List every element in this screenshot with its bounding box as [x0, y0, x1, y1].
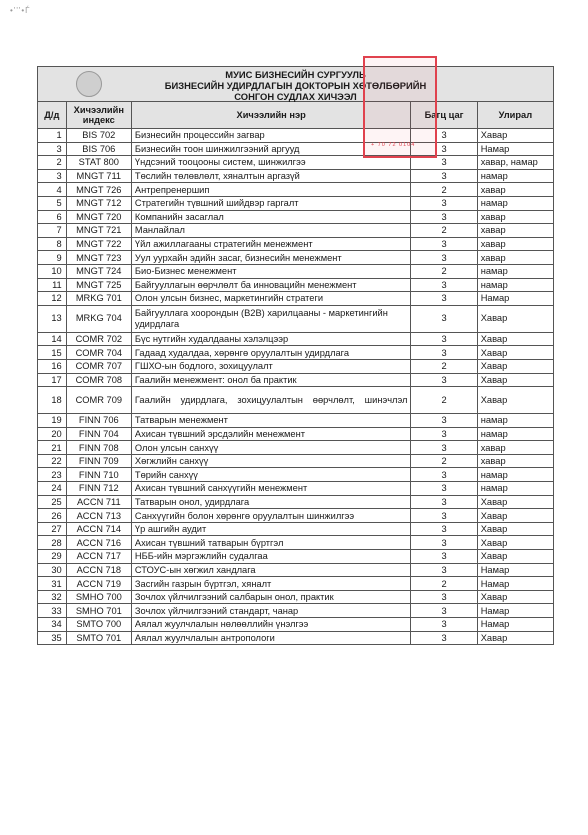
- row-season: хавар: [477, 251, 553, 265]
- header-season: Улирал: [477, 102, 553, 129]
- row-credit: 3: [411, 509, 477, 523]
- row-no: 24: [38, 482, 67, 496]
- row-credit: 3: [411, 618, 477, 632]
- row-credit: 3: [411, 495, 477, 509]
- row-season: Намар: [477, 577, 553, 591]
- row-name: Хөгжлийн санхүү: [131, 454, 411, 468]
- row-no: 22: [38, 454, 67, 468]
- row-season: Хавар: [477, 550, 553, 564]
- table-row: [38, 509, 554, 523]
- header-code: Хичээлийн индекс: [66, 102, 131, 129]
- row-name: Уул уурхайн эдийн засаг, бизнесийн менежмент: [131, 251, 411, 265]
- row-season: Намар: [477, 604, 553, 618]
- row-season: Намар: [477, 618, 553, 632]
- row-season: намар: [477, 414, 553, 428]
- table-row: [38, 387, 554, 414]
- row-code: ACCN 719: [66, 577, 131, 591]
- row-name: Санхүүгийн болон хөрөнгө оруулалтын шинжилгээ: [131, 509, 411, 523]
- row-no: 30: [38, 563, 67, 577]
- row-credit: 3: [411, 427, 477, 441]
- row-name: Төрийн санхүү: [131, 468, 411, 482]
- row-name: Олон улсын санхүү: [131, 441, 411, 455]
- row-season: хавар, намар: [477, 156, 553, 170]
- row-credit: 3: [411, 441, 477, 455]
- header-credit: Багц цаг: [411, 102, 477, 129]
- row-no: 32: [38, 590, 67, 604]
- row-credit: 3: [411, 631, 477, 645]
- row-credit: 2: [411, 224, 477, 238]
- row-credit: 3: [411, 414, 477, 428]
- table-row: [38, 332, 554, 346]
- row-name: Зочлох үйлчилгээний стандарт, чанар: [131, 604, 411, 618]
- row-no: 3: [38, 169, 67, 183]
- row-season: Хавар: [477, 387, 553, 414]
- row-code: BIS 706: [66, 142, 131, 156]
- row-name: Татварын менежмент: [131, 414, 411, 428]
- header-name: Хичээлийн нэр: [131, 102, 411, 129]
- row-name: Био-Бизнес менежмент: [131, 264, 411, 278]
- title-line-3: СОНГОН СУДЛАХ ХИЧЭЭЛ: [234, 91, 357, 102]
- row-credit: 3: [411, 142, 477, 156]
- row-name: Байгууллагын өөрчлөлт ба инновацийн менежмент: [131, 278, 411, 292]
- row-season: намар: [477, 264, 553, 278]
- row-season: Хавар: [477, 346, 553, 360]
- row-credit: 3: [411, 278, 477, 292]
- table-row: [38, 631, 554, 645]
- table-row: [38, 292, 554, 306]
- table-row: [38, 482, 554, 496]
- row-season: Хавар: [477, 495, 553, 509]
- row-credit: 3: [411, 468, 477, 482]
- row-name: Олон улсын бизнес, маркетингийн стратеги: [131, 292, 411, 306]
- row-credit: 3: [411, 373, 477, 387]
- row-name: Засгийн газрын бүртгэл, хяналт: [131, 577, 411, 591]
- title-line-1: МУИС БИЗНЕСИЙН СУРГУУЛЬ: [225, 69, 366, 80]
- row-no: 20: [38, 427, 67, 441]
- row-code: ACCN 718: [66, 563, 131, 577]
- table-row: [38, 183, 554, 197]
- course-sheet: [37, 66, 554, 645]
- row-name: Үйл ажиллагааны стратегийн менежмент: [131, 237, 411, 251]
- row-code: MNGT 721: [66, 224, 131, 238]
- row-name: Ахисан түвшний эрсдэлийн менежмент: [131, 427, 411, 441]
- red-stamp: [363, 56, 437, 158]
- table-row: [38, 129, 554, 143]
- row-no: 28: [38, 536, 67, 550]
- row-name: Манлайлал: [131, 224, 411, 238]
- row-no: 15: [38, 346, 67, 360]
- table-row: [38, 142, 554, 156]
- table-header-row: [38, 102, 554, 129]
- row-name: Гаалийн удирдлага, зохицуулалтын өөрчлөлт, шинэчлэл: [131, 387, 411, 414]
- row-credit: 3: [411, 305, 477, 332]
- row-code: COMR 709: [66, 387, 131, 414]
- row-name: Үндсэний тооцооны систем, шинжилгээ: [131, 156, 411, 170]
- table-row: [38, 604, 554, 618]
- row-no: 5: [38, 196, 67, 210]
- row-code: FINN 704: [66, 427, 131, 441]
- table-row: [38, 414, 554, 428]
- row-no: 33: [38, 604, 67, 618]
- table-row: [38, 196, 554, 210]
- row-credit: 3: [411, 169, 477, 183]
- row-no: 27: [38, 522, 67, 536]
- row-name: Гадаад худалдаа, хөрөнгө оруулалтын удирдлага: [131, 346, 411, 360]
- table-row: [38, 522, 554, 536]
- row-credit: 3: [411, 292, 477, 306]
- row-season: Хавар: [477, 509, 553, 523]
- row-name: Стратегийн түвшний шийдвэр гаргалт: [131, 196, 411, 210]
- row-season: Хавар: [477, 359, 553, 373]
- row-code: MNGT 725: [66, 278, 131, 292]
- row-credit: 3: [411, 251, 477, 265]
- row-no: 14: [38, 332, 67, 346]
- row-name: Аялал жуулчлалын антропологи: [131, 631, 411, 645]
- row-season: Хавар: [477, 305, 553, 332]
- row-code: MRKG 704: [66, 305, 131, 332]
- row-season: Хавар: [477, 129, 553, 143]
- row-season: намар: [477, 169, 553, 183]
- row-season: Хавар: [477, 332, 553, 346]
- table-row: [38, 618, 554, 632]
- row-code: COMR 707: [66, 359, 131, 373]
- table-row: [38, 427, 554, 441]
- row-code: ACCN 711: [66, 495, 131, 509]
- row-season: хавар: [477, 210, 553, 224]
- row-credit: 3: [411, 332, 477, 346]
- row-season: Намар: [477, 563, 553, 577]
- row-credit: 3: [411, 550, 477, 564]
- table-row: [38, 210, 554, 224]
- row-season: намар: [477, 468, 553, 482]
- table-row: [38, 156, 554, 170]
- title-block: [37, 66, 554, 101]
- row-code: FINN 706: [66, 414, 131, 428]
- table-row: [38, 373, 554, 387]
- row-name: ГШХО-ын бодлого, зохицуулалт: [131, 359, 411, 373]
- row-season: хавар: [477, 183, 553, 197]
- row-no: 1: [38, 129, 67, 143]
- row-code: FINN 712: [66, 482, 131, 496]
- row-no: 10: [38, 264, 67, 278]
- row-code: SMHO 700: [66, 590, 131, 604]
- row-code: MNGT 722: [66, 237, 131, 251]
- scan-corner-mark: •'''•Ѓ: [10, 6, 31, 15]
- course-table: [37, 101, 554, 645]
- row-no: 6: [38, 210, 67, 224]
- row-credit: 3: [411, 237, 477, 251]
- row-no: 19: [38, 414, 67, 428]
- row-no: 4: [38, 183, 67, 197]
- row-code: STAT 800: [66, 156, 131, 170]
- table-row: [38, 563, 554, 577]
- row-no: 21: [38, 441, 67, 455]
- table-row: [38, 305, 554, 332]
- row-code: COMR 704: [66, 346, 131, 360]
- row-credit: 3: [411, 129, 477, 143]
- row-code: ACCN 716: [66, 536, 131, 550]
- table-row: [38, 468, 554, 482]
- table-row: [38, 346, 554, 360]
- row-name: НББ-ийн мэргэжлийн судалгаа: [131, 550, 411, 564]
- row-credit: 3: [411, 196, 477, 210]
- table-row: [38, 251, 554, 265]
- table-row: [38, 550, 554, 564]
- row-season: намар: [477, 482, 553, 496]
- row-code: SMTO 700: [66, 618, 131, 632]
- row-name: Бизнесийн тоон шинжилгээний аргууд: [131, 142, 411, 156]
- row-code: MRKG 701: [66, 292, 131, 306]
- row-name: Антрепренершип: [131, 183, 411, 197]
- row-code: MNGT 712: [66, 196, 131, 210]
- row-season: намар: [477, 278, 553, 292]
- row-code: COMR 708: [66, 373, 131, 387]
- row-no: 12: [38, 292, 67, 306]
- row-code: MNGT 726: [66, 183, 131, 197]
- row-no: 16: [38, 359, 67, 373]
- row-name: Гаалийн менежмент: онол ба практик: [131, 373, 411, 387]
- row-name: Татварын онол, удирдлага: [131, 495, 411, 509]
- row-no: 29: [38, 550, 67, 564]
- table-row: [38, 224, 554, 238]
- row-code: COMR 702: [66, 332, 131, 346]
- row-name: Ахисан түвшний санхүүгийн менежмент: [131, 482, 411, 496]
- row-credit: 3: [411, 522, 477, 536]
- table-row: [38, 237, 554, 251]
- row-name: Аялал жуулчлалын нөлөөллийн үнэлгээ: [131, 618, 411, 632]
- row-no: 13: [38, 305, 67, 332]
- row-credit: 2: [411, 577, 477, 591]
- row-no: 2: [38, 156, 67, 170]
- table-row: [38, 441, 554, 455]
- table-row: [38, 590, 554, 604]
- table-row: [38, 169, 554, 183]
- row-name: СТОУС-ын хөгжил хандлага: [131, 563, 411, 577]
- row-code: MNGT 720: [66, 210, 131, 224]
- row-code: BIS 702: [66, 129, 131, 143]
- row-season: хавар: [477, 441, 553, 455]
- row-no: 34: [38, 618, 67, 632]
- row-credit: 3: [411, 536, 477, 550]
- row-name: Компанийн засаглал: [131, 210, 411, 224]
- row-no: 25: [38, 495, 67, 509]
- row-code: SMHO 701: [66, 604, 131, 618]
- row-season: Хавар: [477, 522, 553, 536]
- row-code: ACCN 714: [66, 522, 131, 536]
- stamp-text: + 70 72 0104: [371, 142, 416, 148]
- row-no: 26: [38, 509, 67, 523]
- row-season: хавар: [477, 224, 553, 238]
- row-season: намар: [477, 196, 553, 210]
- row-credit: 3: [411, 563, 477, 577]
- row-name: Бизнесийн процессийн загвар: [131, 129, 411, 143]
- row-credit: 3: [411, 156, 477, 170]
- row-no: 23: [38, 468, 67, 482]
- row-name: Ахисан түвшний татварын бүртгэл: [131, 536, 411, 550]
- row-name: Байгууллага хоорондын (B2B) харилцааны - маркетингийн удирдлага: [131, 305, 411, 332]
- row-credit: 3: [411, 590, 477, 604]
- row-name: Бүс нутгийн худалдааны хэлэлцээр: [131, 332, 411, 346]
- row-no: 3: [38, 142, 67, 156]
- row-season: намар: [477, 427, 553, 441]
- table-row: [38, 454, 554, 468]
- table-row: [38, 495, 554, 509]
- row-credit: 3: [411, 482, 477, 496]
- row-code: ACCN 717: [66, 550, 131, 564]
- table-row: [38, 359, 554, 373]
- row-season: Хавар: [477, 631, 553, 645]
- row-name: Зочлох үйлчилгээний салбарын онол, практик: [131, 590, 411, 604]
- row-code: FINN 709: [66, 454, 131, 468]
- title-line-2: БИЗНЕСИЙН УДИРДЛАГЫН ДОКТОРЫН ХӨТӨЛБӨРИЙН: [164, 80, 427, 91]
- row-code: FINN 710: [66, 468, 131, 482]
- table-row: [38, 536, 554, 550]
- row-credit: 3: [411, 210, 477, 224]
- row-credit: 3: [411, 346, 477, 360]
- row-name: Төслийн төлөвлөлт, хяналтын аргазүй: [131, 169, 411, 183]
- row-code: FINN 708: [66, 441, 131, 455]
- row-no: 17: [38, 373, 67, 387]
- university-seal-icon: [76, 71, 102, 97]
- row-no: 7: [38, 224, 67, 238]
- row-no: 31: [38, 577, 67, 591]
- row-code: MNGT 723: [66, 251, 131, 265]
- row-no: 9: [38, 251, 67, 265]
- table-row: [38, 264, 554, 278]
- row-season: хавар: [477, 454, 553, 468]
- header-no: Д/д: [38, 102, 67, 129]
- row-code: MNGT 711: [66, 169, 131, 183]
- row-credit: 2: [411, 264, 477, 278]
- row-season: Хавар: [477, 373, 553, 387]
- row-name: Үр ашгийн аудит: [131, 522, 411, 536]
- table-row: [38, 278, 554, 292]
- row-code: ACCN 713: [66, 509, 131, 523]
- row-no: 35: [38, 631, 67, 645]
- row-no: 11: [38, 278, 67, 292]
- row-no: 8: [38, 237, 67, 251]
- row-credit: 3: [411, 604, 477, 618]
- row-no: 18: [38, 387, 67, 414]
- row-credit: 2: [411, 359, 477, 373]
- row-credit: 2: [411, 387, 477, 414]
- table-row: [38, 577, 554, 591]
- row-code: SMTO 701: [66, 631, 131, 645]
- row-season: Намар: [477, 292, 553, 306]
- row-season: Хавар: [477, 590, 553, 604]
- row-credit: 2: [411, 454, 477, 468]
- row-season: Хавар: [477, 536, 553, 550]
- row-code: MNGT 724: [66, 264, 131, 278]
- row-season: хавар: [477, 237, 553, 251]
- row-credit: 2: [411, 183, 477, 197]
- row-season: Намар: [477, 142, 553, 156]
